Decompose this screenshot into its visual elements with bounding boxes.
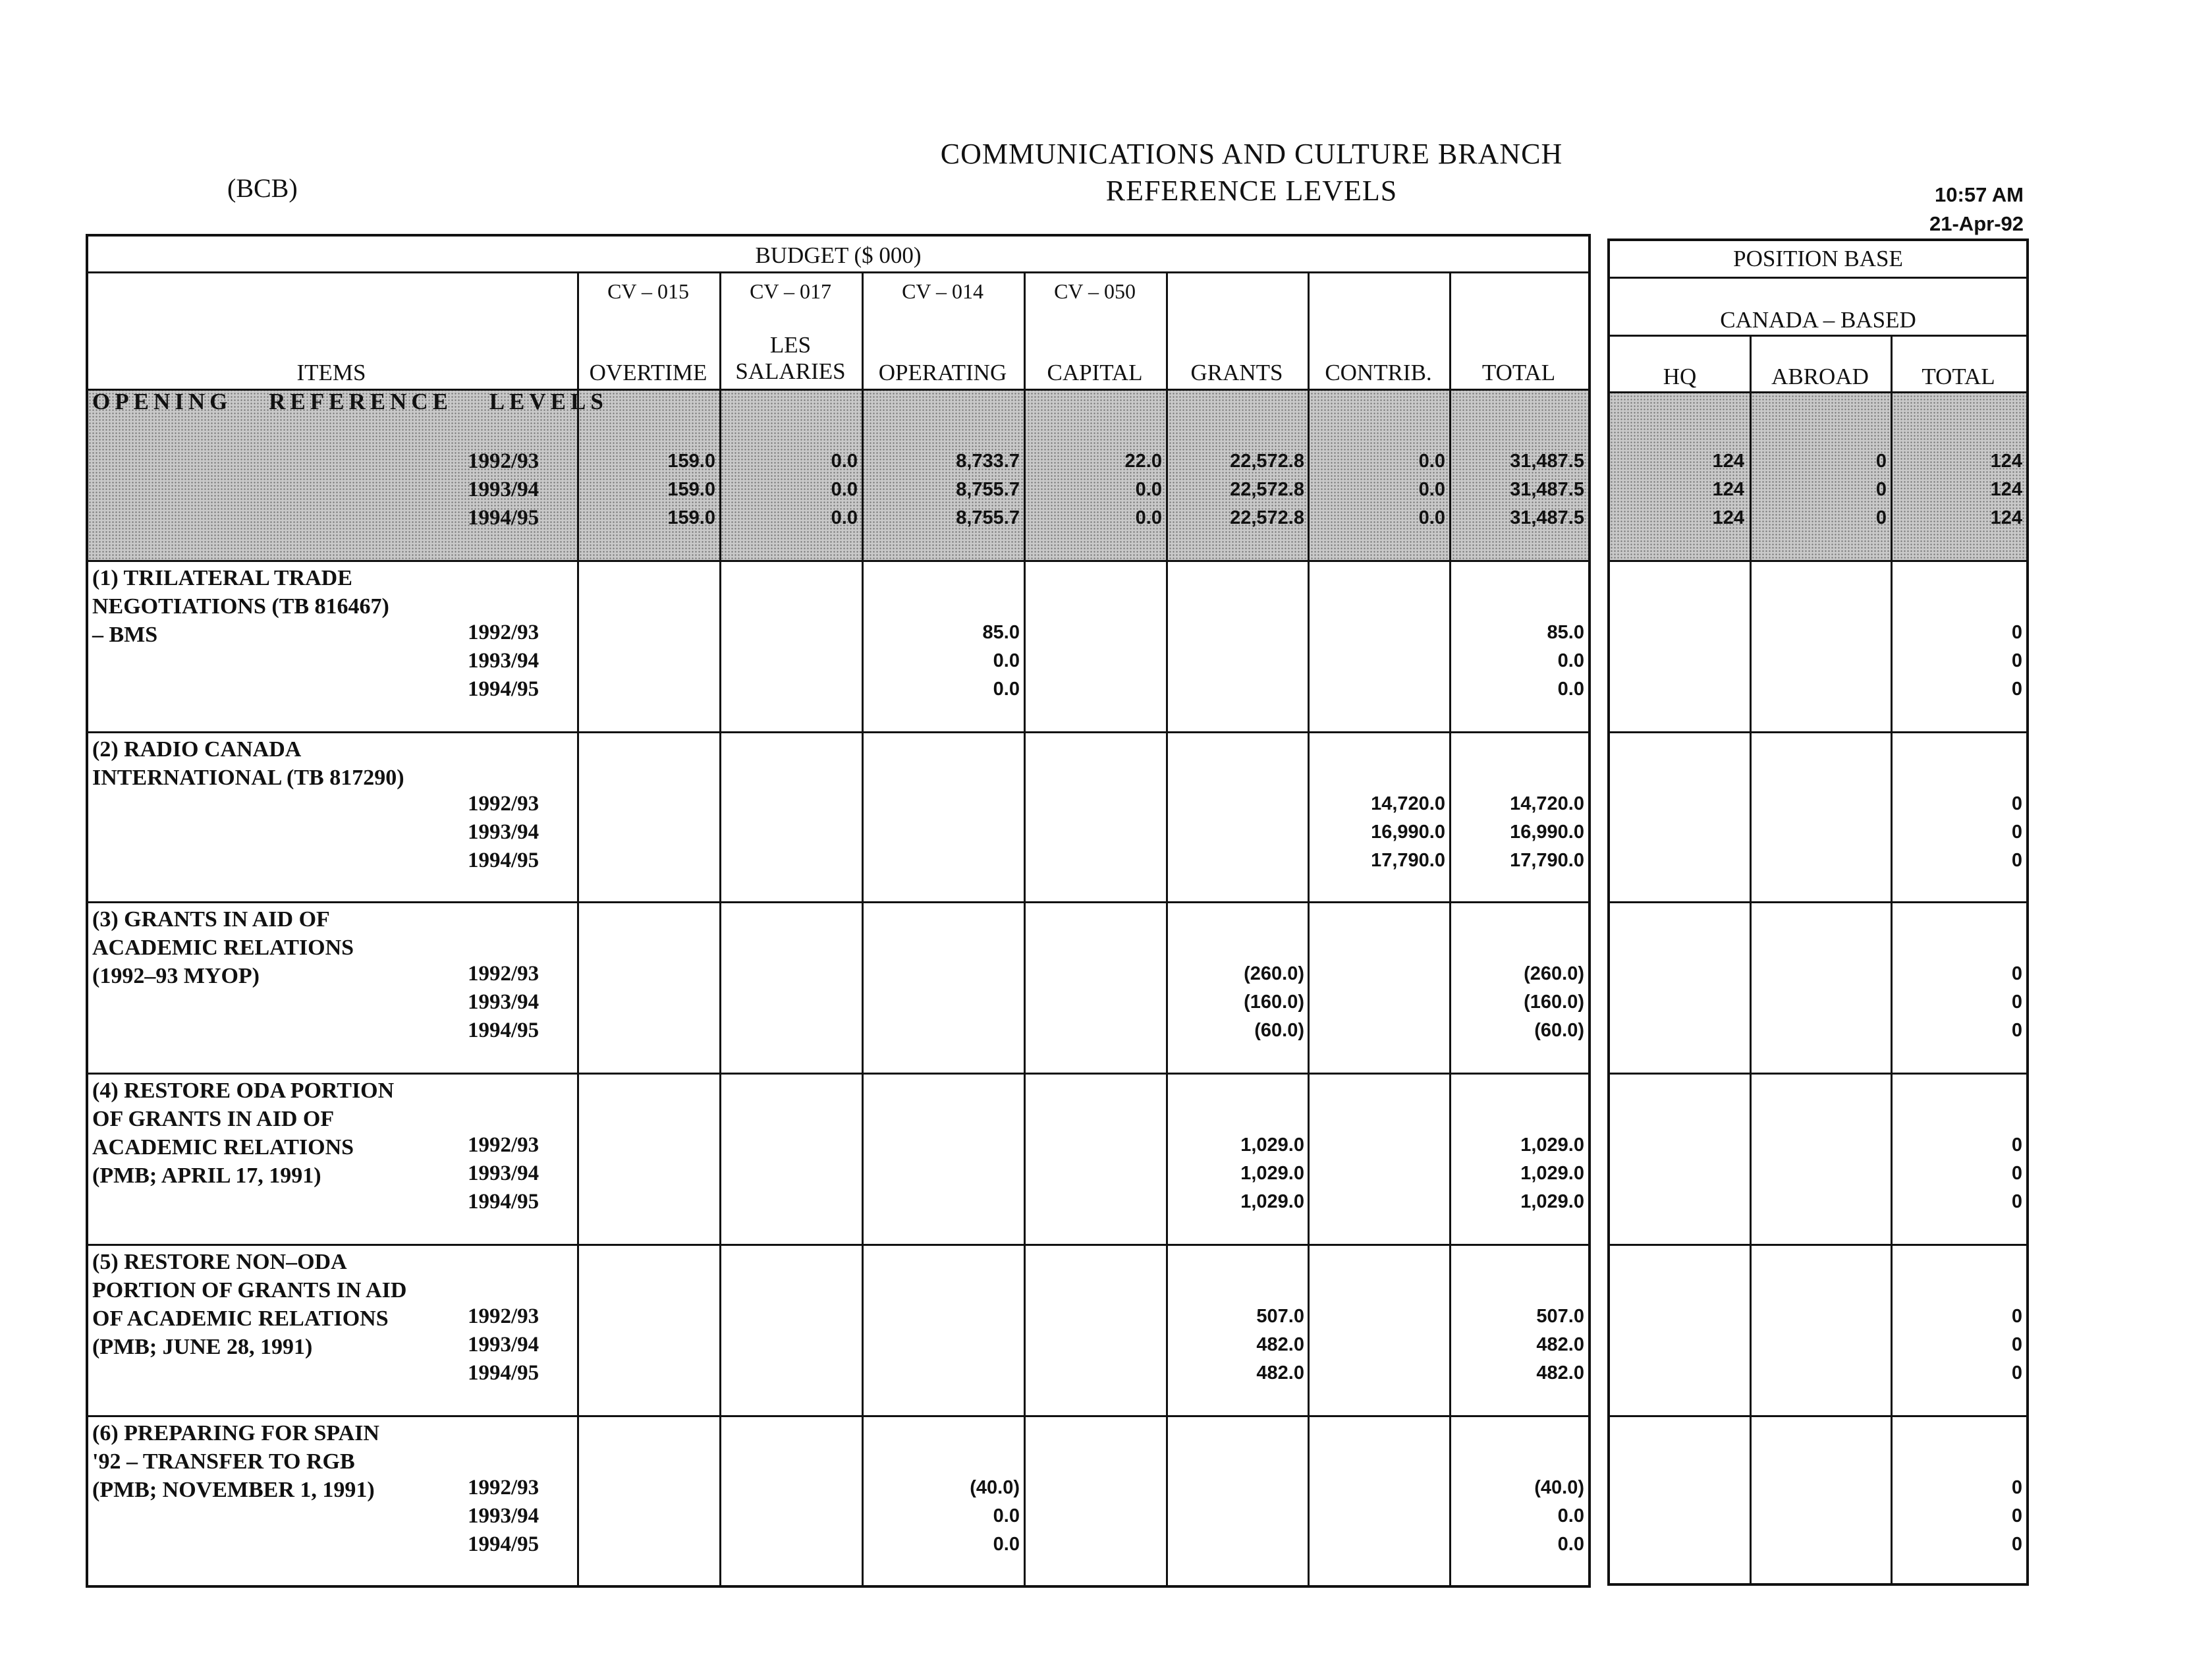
cv-code-label: CV – 015 (607, 279, 689, 303)
value-cell: 14,720.0 (1510, 793, 1584, 814)
fiscal-year-label: 1992/93 (468, 1476, 539, 1499)
value-cell: 0 (2011, 679, 2022, 700)
section-label-line: (1992–93 MYOP) (92, 964, 260, 988)
value-cell: (40.0) (1534, 1477, 1584, 1498)
section-label-line: (PMB; NOVEMBER 1, 1991) (92, 1478, 375, 1502)
value-cell: 22,572.8 (1230, 479, 1304, 500)
value-cell: 482.0 (1536, 1334, 1584, 1355)
section-divider (86, 901, 1591, 903)
value-cell: 16,990.0 (1510, 822, 1584, 843)
section-divider (1607, 1244, 2029, 1246)
value-cell: 0.0 (1135, 507, 1162, 528)
value-cell: 1,029.0 (1240, 1134, 1304, 1156)
value-cell: 31,487.5 (1510, 479, 1584, 500)
value-cell: 0 (2011, 822, 2022, 843)
section-divider (86, 1073, 1591, 1075)
section-label-line: ACADEMIC RELATIONS (92, 1135, 354, 1160)
value-cell: 17,790.0 (1371, 850, 1445, 871)
fiscal-year-label: 1993/94 (468, 990, 539, 1014)
fiscal-year-label: 1994/95 (468, 506, 539, 530)
section-divider (86, 731, 1591, 733)
value-cell: 0 (1875, 479, 1887, 500)
value-cell: 22.0 (1124, 451, 1162, 472)
value-cell: 124 (1990, 479, 2022, 500)
value-cell: 14,720.0 (1371, 793, 1445, 814)
fiscal-year-label: 1992/93 (468, 1133, 539, 1157)
value-cell: 159.0 (667, 507, 715, 528)
value-cell: 0.0 (1557, 650, 1584, 671)
value-cell: 1,029.0 (1520, 1134, 1584, 1156)
value-cell: 0 (2011, 622, 2022, 643)
fiscal-year-label: 1993/94 (468, 820, 539, 844)
value-cell: 0 (2011, 1505, 2022, 1526)
section-label-line: – BMS (92, 623, 158, 647)
value-cell: 0 (2011, 1163, 2022, 1184)
report-subtitle: REFERENCE LEVELS (1105, 175, 1398, 207)
value-cell: 0.0 (993, 1534, 1020, 1555)
subgroup-divider (1607, 335, 2029, 337)
fiscal-year-label: 1993/94 (468, 649, 539, 673)
column-divider (1449, 273, 1451, 1588)
fiscal-year-label: 1992/93 (468, 449, 539, 473)
value-cell: 8,733.7 (956, 451, 1020, 472)
value-cell: 0.0 (1557, 679, 1584, 700)
budget-column-header: OVERTIME (589, 360, 707, 385)
section-label-line: (4) RESTORE ODA PORTION (92, 1078, 395, 1103)
value-cell: 159.0 (667, 451, 715, 472)
fiscal-year-label: 1994/95 (468, 1019, 539, 1042)
value-cell: 0.0 (831, 479, 858, 500)
value-cell: 124 (1990, 507, 2022, 528)
value-cell: 0 (2011, 793, 2022, 814)
value-cell: 0 (2011, 1134, 2022, 1156)
value-cell: 31,487.5 (1510, 451, 1584, 472)
value-cell: 0 (2011, 850, 2022, 871)
section-divider (1607, 901, 2029, 903)
cv-code-label: CV – 014 (902, 279, 983, 303)
value-cell: (260.0) (1524, 963, 1584, 984)
section-divider (86, 560, 1591, 562)
value-cell: 482.0 (1256, 1334, 1304, 1355)
section-label-line: ACADEMIC RELATIONS (92, 936, 354, 960)
value-cell: 0.0 (1557, 1505, 1584, 1526)
position-column-header: ABROAD (1771, 364, 1869, 389)
value-cell: 0.0 (993, 679, 1020, 700)
column-divider (1750, 336, 1752, 1586)
group-header-divider (1607, 277, 2029, 279)
fiscal-year-label: 1992/93 (468, 621, 539, 644)
section-label-line: (5) RESTORE NON–ODA (92, 1250, 347, 1274)
section-label-line: (2) RADIO CANADA (92, 737, 302, 762)
opening-positions-shading (1610, 391, 2026, 561)
section-label-line: '92 – TRANSFER TO RGB (92, 1449, 355, 1474)
value-cell: 0 (1875, 451, 1887, 472)
section-label-line: (PMB; JUNE 28, 1991) (92, 1335, 313, 1359)
value-cell: (60.0) (1254, 1020, 1304, 1041)
budget-column-header: CAPITAL (1047, 360, 1143, 385)
value-cell: 85.0 (1547, 622, 1584, 643)
budget-column-header: LES SALARIES (735, 332, 846, 384)
column-divider (719, 273, 721, 1588)
value-cell: 17,790.0 (1510, 850, 1584, 871)
budget-column-header: GRANTS (1190, 360, 1283, 385)
value-cell: 0 (2011, 1020, 2022, 1041)
fiscal-year-label: 1993/94 (468, 1162, 539, 1185)
value-cell: 0.0 (1135, 479, 1162, 500)
column-divider (1024, 273, 1026, 1588)
value-cell: 0.0 (1557, 1534, 1584, 1555)
value-cell: 0.0 (831, 507, 858, 528)
budget-column-header: OPERATING (878, 360, 1007, 385)
value-cell: 0 (1875, 507, 1887, 528)
value-cell: 0.0 (831, 451, 858, 472)
branch-code: (BCB) (227, 173, 298, 203)
value-cell: 1,029.0 (1240, 1191, 1304, 1212)
section-label-line: NEGOTIATIONS (TB 816467) (92, 594, 389, 619)
column-divider (577, 273, 579, 1588)
fiscal-year-label: 1992/93 (468, 962, 539, 986)
column-divider (1166, 273, 1168, 1588)
value-cell: 16,990.0 (1371, 822, 1445, 843)
items-column-header: ITEMS (296, 360, 366, 385)
report-title: COMMUNICATIONS AND CULTURE BRANCH (940, 138, 1563, 170)
fiscal-year-label: 1993/94 (468, 1333, 539, 1357)
fiscal-year-label: 1994/95 (468, 1190, 539, 1214)
value-cell: 0 (2011, 1477, 2022, 1498)
value-cell: 22,572.8 (1230, 507, 1304, 528)
section-label-line: (1) TRILATERAL TRADE (92, 566, 352, 590)
fiscal-year-label: 1994/95 (468, 1361, 539, 1385)
section-label-line: OF GRANTS IN AID OF (92, 1107, 335, 1131)
section-label-line: OF ACADEMIC RELATIONS (92, 1306, 389, 1331)
budget-column-header: TOTAL (1481, 360, 1556, 385)
value-cell: (260.0) (1244, 963, 1304, 984)
value-cell: 124 (1712, 507, 1744, 528)
fiscal-year-label: 1992/93 (468, 792, 539, 816)
value-cell: (160.0) (1524, 992, 1584, 1013)
report-time: 10:57 AM (1935, 183, 2024, 206)
column-divider (1891, 336, 1893, 1586)
value-cell: 1,029.0 (1520, 1191, 1584, 1212)
value-cell: 482.0 (1536, 1362, 1584, 1384)
report-date: 21-Apr-92 (1929, 212, 2024, 235)
section-label-line: (PMB; APRIL 17, 1991) (92, 1163, 321, 1188)
value-cell: 124 (1990, 451, 2022, 472)
section-label-line: PORTION OF GRANTS IN AID (92, 1278, 407, 1302)
section-divider (1607, 1073, 2029, 1075)
value-cell: 31,487.5 (1510, 507, 1584, 528)
value-cell: 0.0 (993, 1505, 1020, 1526)
value-cell: 0.0 (993, 650, 1020, 671)
value-cell: 0 (2011, 1534, 2022, 1555)
section-divider (1607, 560, 2029, 562)
value-cell: 8,755.7 (956, 507, 1020, 528)
section-divider (86, 1415, 1591, 1417)
value-cell: 0.0 (1418, 507, 1445, 528)
value-cell: 1,029.0 (1520, 1163, 1584, 1184)
value-cell: 8,755.7 (956, 479, 1020, 500)
column-divider (1308, 273, 1310, 1588)
value-cell: 0 (2011, 1334, 2022, 1355)
value-cell: 124 (1712, 479, 1744, 500)
group-header-divider (86, 271, 1591, 273)
section-label-line: INTERNATIONAL (TB 817290) (92, 766, 404, 790)
fiscal-year-label: 1992/93 (468, 1304, 539, 1328)
column-divider (862, 273, 864, 1588)
value-cell: 482.0 (1256, 1362, 1304, 1384)
value-cell: 0.0 (1418, 479, 1445, 500)
fiscal-year-label: 1994/95 (468, 1532, 539, 1556)
value-cell: 159.0 (667, 479, 715, 500)
value-cell: 0 (2011, 650, 2022, 671)
value-cell: 0 (2011, 1362, 2022, 1384)
value-cell: 0.0 (1418, 451, 1445, 472)
value-cell: 0 (2011, 992, 2022, 1013)
cv-code-label: CV – 050 (1054, 279, 1136, 303)
value-cell: 1,029.0 (1240, 1163, 1304, 1184)
canada-based-subgroup: CANADA – BASED (1720, 307, 1916, 333)
header-bottom-divider (1607, 391, 2029, 393)
value-cell: (60.0) (1534, 1020, 1584, 1041)
value-cell: 507.0 (1256, 1306, 1304, 1327)
value-cell: 0 (2011, 963, 2022, 984)
fiscal-year-label: 1994/95 (468, 849, 539, 872)
fiscal-year-label: 1994/95 (468, 677, 539, 701)
cv-code-label: CV – 017 (750, 279, 831, 303)
section-divider (86, 1244, 1591, 1246)
fiscal-year-label: 1993/94 (468, 478, 539, 501)
position-group-title: POSITION BASE (1733, 246, 1903, 271)
value-cell: (40.0) (970, 1477, 1020, 1498)
value-cell: (160.0) (1244, 992, 1304, 1013)
fiscal-year-label: 1993/94 (468, 1504, 539, 1528)
budget-column-header: CONTRIB. (1325, 360, 1432, 385)
value-cell: 85.0 (982, 622, 1020, 643)
position-column-header: HQ (1663, 364, 1697, 389)
opening-levels-label: OPENING REFERENCE LEVELS (92, 389, 608, 414)
section-divider (1607, 1415, 2029, 1417)
value-cell: 0 (2011, 1306, 2022, 1327)
value-cell: 507.0 (1536, 1306, 1584, 1327)
position-column-header: TOTAL (1922, 364, 1995, 389)
value-cell: 0 (2011, 1191, 2022, 1212)
value-cell: 124 (1712, 451, 1744, 472)
section-divider (1607, 731, 2029, 733)
budget-group-title: BUDGET ($ 000) (755, 242, 922, 268)
section-label-line: (6) PREPARING FOR SPAIN (92, 1421, 379, 1445)
value-cell: 22,572.8 (1230, 451, 1304, 472)
section-label-line: (3) GRANTS IN AID OF (92, 907, 330, 932)
